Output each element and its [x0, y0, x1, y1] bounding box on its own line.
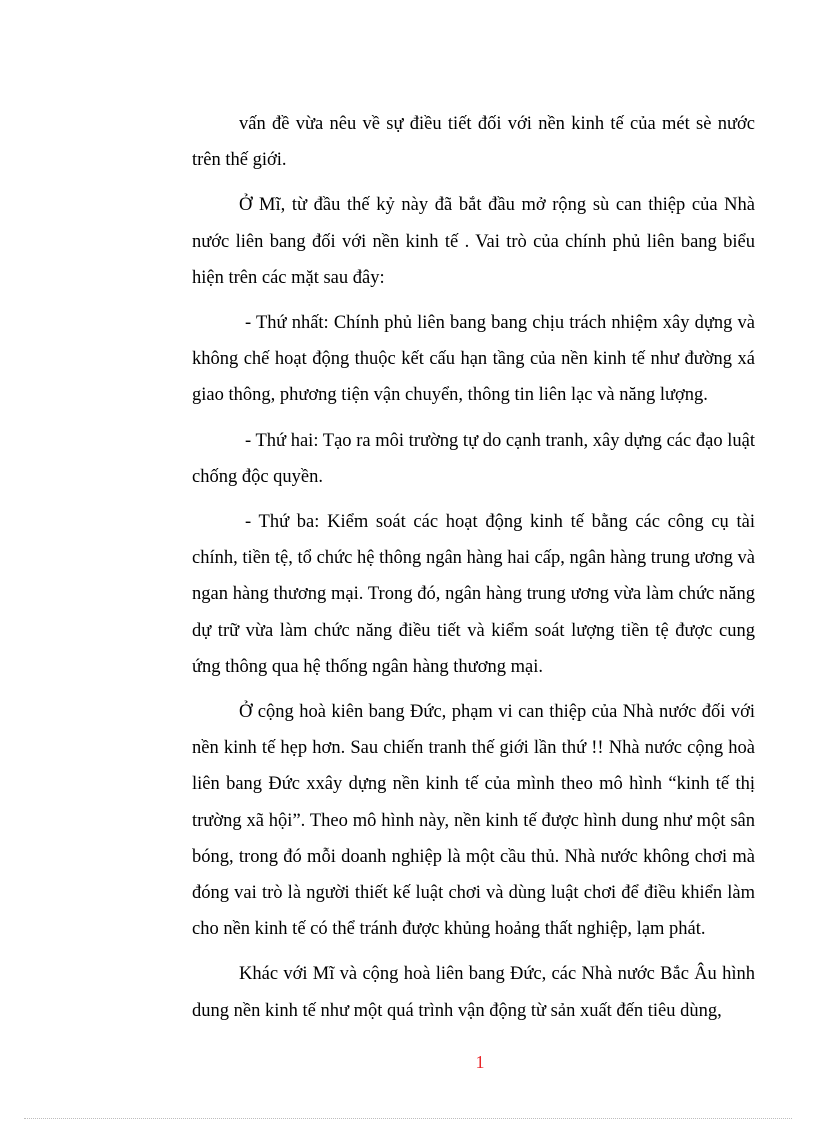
body-text [192, 106, 755, 1038]
paragraph-first-role: - Thứ nhất: Chính phủ liên bang bang chịu trách nhiệm xây dựng và không chế hoạt động thuộc kết cấu hạn tầng của nền kinh tế như đường xá giao thông, phương tiện vận chuyển, thông tin liên lạc và năng lượng. [192, 313, 755, 406]
paragraph-third-role: - Thứ ba: Kiểm soát các hoạt động kinh tế bằng các công cụ tài chính, tiền tệ, tổ chức hệ thông ngân hàng hai cấp, ngân hàng trung ương và ngan hàng thương mại. Trong đó, ngân hàng trung ương vừa làm chức năng dự trữ vừa làm chức năng điều tiết và kiểm soát lượng tiền tệ được cung ứng thông qua hệ thống ngân hàng thương mại. [192, 512, 755, 677]
paragraph-second-role: - Thứ hai: Tạo ra môi trường tự do cạnh tranh, xây dựng các đạo luật chống độc quyền. [192, 430, 755, 487]
page-bottom-divider [24, 1118, 792, 1119]
paragraph-intro-continuation: vấn đề vừa nêu về sự điều tiết đối với nền kinh tế của mét sè nước trên thế giới. [192, 114, 755, 171]
page-number: 1 [475, 1052, 485, 1072]
paragraph-usa: Ở Mĩ, từ đầu thế kỷ này đã bắt đầu mở rộng sù can thiệp của Nhà nước liên bang đối với nền kinh tế . Vai trò của chính phủ liên bang biểu hiện trên các mặt sau đây: [192, 195, 755, 288]
paragraph-nordic: Khác với Mĩ và cộng hoà liên bang Đức, các Nhà nước Bắc Âu hình dung nền kinh tế như một quá trình vận động từ sản xuất đến tiêu dùng, [192, 964, 755, 1021]
paragraph-germany: Ở cộng hoà kiên bang Đức, phạm vi can thiệp của Nhà nước đối với nền kinh tế hẹp hơn. Sau chiến tranh thế giới lần thứ !! Nhà nước cộng hoà liên bang Đức xxây dựng nền kinh tế của mình theo mô hình “kinh tế thị trường xã hội”. Theo mô hình này, nền kinh tế được hình dung như một sân bóng, trong đó mỗi doanh nghiệp là một cầu thủ. Nhà nước không chơi mà đóng vai trò là người thiết kế luật chơi và dùng luật chơi để điều khiển làm cho nền kinh tế có thể tránh được khủng hoảng thất nghiệp, lạm phát. [192, 702, 755, 940]
